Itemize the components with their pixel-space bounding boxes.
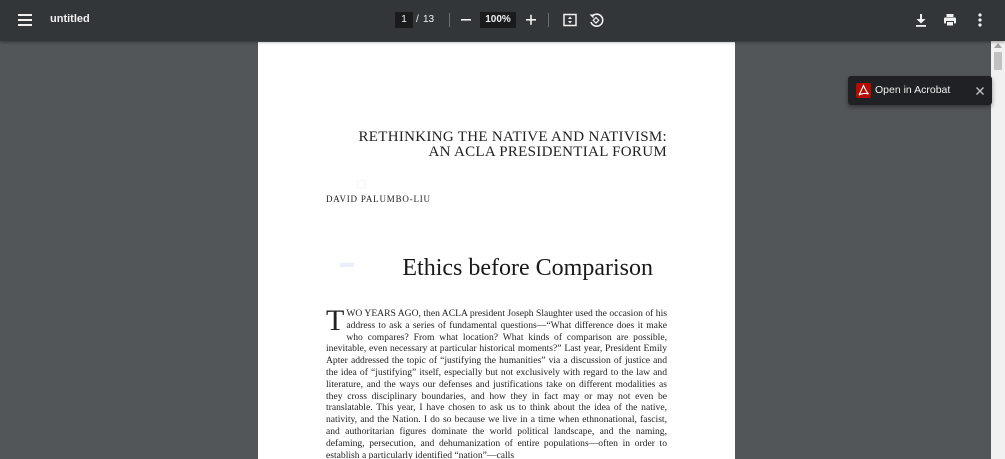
forum-heading-line2: AN ACLA PRESIDENTIAL FORUM	[428, 144, 667, 160]
close-icon[interactable]	[974, 84, 986, 96]
author-name: DAVID PALUMBO-LIU	[326, 194, 431, 204]
page-separator: /	[416, 14, 419, 25]
close-x-icon	[974, 85, 986, 97]
article-title: Ethics before Comparison	[402, 255, 653, 281]
toolbar-divider	[548, 13, 549, 27]
article-body	[326, 304, 667, 459]
page-total: 13	[423, 14, 435, 25]
menu-icon[interactable]	[14, 10, 36, 30]
more-actions-button[interactable]	[970, 10, 990, 30]
zoom-level-input[interactable]: 100%	[480, 12, 516, 28]
plus-icon	[521, 10, 541, 30]
open-in-acrobat-popup	[848, 76, 992, 105]
scan-artifact: ▬	[340, 256, 354, 271]
rotate-button[interactable]	[586, 10, 606, 30]
toolbar-divider	[449, 13, 450, 27]
drop-cap: T	[326, 304, 345, 337]
acrobat-logo-icon	[856, 83, 871, 98]
minus-icon	[456, 10, 476, 30]
acrobat-swirl-icon	[856, 83, 871, 98]
printer-icon	[940, 10, 960, 30]
zoom-out-button[interactable]	[456, 10, 476, 30]
scroll-up-arrow-icon[interactable]	[994, 43, 1002, 48]
more-vert-icon	[970, 10, 990, 30]
document-title: untitled	[50, 13, 90, 25]
download-icon	[911, 10, 931, 30]
zoom-in-button[interactable]	[521, 10, 541, 30]
page-number-input[interactable]: 1	[395, 12, 413, 28]
vertical-scrollbar[interactable]	[991, 41, 1005, 459]
forum-heading	[358, 130, 667, 160]
scrollbar-thumb[interactable]	[994, 52, 1002, 70]
fit-to-page-button[interactable]	[560, 10, 580, 30]
rotate-icon	[586, 10, 606, 30]
open-in-acrobat-button[interactable]: Open in Acrobat	[875, 84, 951, 96]
print-button[interactable]	[940, 10, 960, 30]
download-button[interactable]	[911, 10, 931, 30]
pdf-toolbar	[0, 0, 1005, 41]
pdf-page	[258, 42, 735, 459]
scan-artifact: ▢	[356, 178, 367, 190]
fit-page-icon	[560, 10, 580, 30]
forum-heading-line1: RETHINKING THE NATIVE AND NATIVISM:	[358, 129, 667, 145]
article-body-text: WO YEARS AGO, then ACLA president Joseph Slaughter used the occasion of his address to ask a series of fundamental questions—“What difference does it make who compares? From what location? What kinds of comparison are possible, inevitable, even necessary at particular historical moments?” Last year, President Emily Apter addressed the topic of “justifying the humanities” via a discussion of justice and the idea of “justifying” itself, especially but not exclusively with regard to the law and literature, and the ways our defenses and justifications take on different modalities as they cross disciplinary boundaries, and how they in fact may or may not even be translatable. This year, I have chosen to ask us to think about the idea of the native, nativity, and the Nation. I do so because we live in a time when ethnonational, fascist, and authoritarian figures dominate the world political landscape, and the naming, defaming, persecution, and dehumanization of entire populations—often in order to establish a particularly identified “nation”—calls	[326, 308, 667, 459]
